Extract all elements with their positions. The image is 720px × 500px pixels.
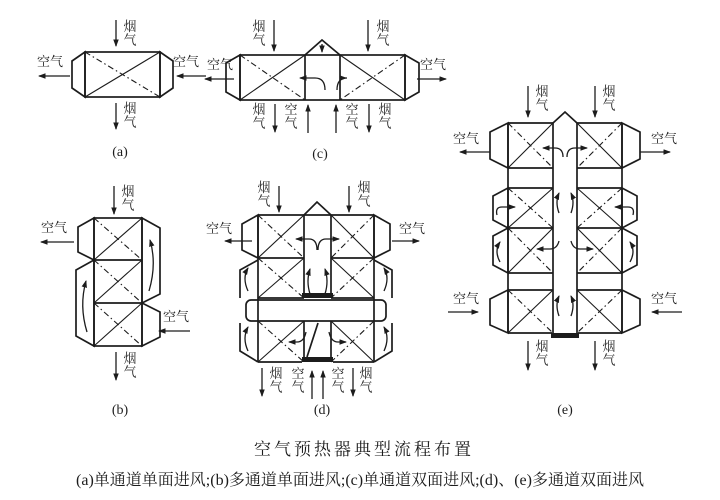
crossing-diagonal <box>240 55 405 100</box>
air-split-left-arrow <box>296 239 317 250</box>
air-turn-arrow <box>245 327 248 351</box>
air-cross-arrow <box>571 241 593 249</box>
chute-plate <box>307 323 318 357</box>
flue-gas-label: 烟气 <box>257 180 271 209</box>
air-cross-arrow <box>537 241 559 249</box>
air-label: 空气 <box>419 57 447 72</box>
pass-divider <box>508 123 622 333</box>
roof-peak <box>304 202 331 215</box>
diagram-d <box>206 180 425 418</box>
air-duct-bottom-right <box>622 290 640 333</box>
air-rise-arrow <box>308 269 310 294</box>
diagram-tag-c: (c) <box>312 147 328 162</box>
heater-body <box>258 215 374 362</box>
air-turn-arrow <box>497 242 500 262</box>
air-rise-arrow <box>325 269 327 294</box>
roof-peak <box>553 112 577 123</box>
flue-gas-label: 烟气 <box>602 339 616 368</box>
air-label: 空气 <box>284 102 298 131</box>
air-duct-right <box>405 55 419 100</box>
flue-gas-label: 烟气 <box>123 351 137 380</box>
air-label: 空气 <box>452 131 480 146</box>
flue-gas-label: 烟气 <box>121 184 135 213</box>
air-turn-arrow <box>384 268 387 291</box>
air-turn-arrow <box>245 268 248 291</box>
air-turn-arrow <box>149 240 153 291</box>
air-split-left-arrow <box>300 78 325 90</box>
flue-gas-label: 烟气 <box>123 19 137 48</box>
diagram-c <box>205 19 446 162</box>
flue-gas-label: 烟气 <box>359 366 373 395</box>
air-label: 空气 <box>206 57 234 72</box>
crossing-diagonal <box>240 55 405 100</box>
air-duct-right <box>160 52 173 97</box>
seal-bar <box>302 293 333 298</box>
air-split-right-arrow <box>337 78 347 90</box>
seal-bar <box>302 357 333 362</box>
air-rise-arrow <box>557 193 559 213</box>
air-label: 空气 <box>162 309 190 324</box>
air-duct-top-right <box>374 215 390 258</box>
air-label: 空气 <box>40 220 68 235</box>
air-label: 空气 <box>650 131 678 146</box>
air-rise-arrow <box>571 193 573 213</box>
air-label: 空气 <box>398 221 426 236</box>
pass-divider <box>258 258 374 298</box>
turn-duct-right <box>622 188 637 228</box>
flue-gas-label: 烟气 <box>378 102 392 131</box>
air-rise-arrow <box>557 296 559 316</box>
side-duct-left <box>240 260 258 362</box>
air-duct-top-left <box>242 215 258 258</box>
air-duct-left <box>76 260 94 346</box>
air-label: 空气 <box>331 366 345 395</box>
diagram-b <box>41 184 190 418</box>
air-duct-top-left <box>490 123 508 168</box>
side-duct-right <box>374 260 392 362</box>
turn-duct-left <box>493 188 508 228</box>
air-cross-arrow <box>497 207 515 215</box>
flue-gas-label: 烟气 <box>376 19 390 48</box>
air-label: 空气 <box>650 291 678 306</box>
crossing-diagonal <box>258 215 374 362</box>
air-split-right-arrow <box>318 239 339 250</box>
crossing-diagonal <box>85 52 160 97</box>
flue-gas-label: 烟气 <box>535 339 549 368</box>
air-rise-arrow <box>571 296 573 316</box>
figure-title: 空气预热器典型流程布置 <box>254 440 474 459</box>
air-turn-arrow <box>384 327 387 351</box>
bypass-band <box>246 300 386 321</box>
air-duct-top-left <box>78 218 94 260</box>
air-duct-right <box>142 218 160 303</box>
air-turn-arrow <box>630 242 633 262</box>
air-label: 空气 <box>291 366 305 395</box>
flue-gas-label: 烟气 <box>123 101 137 130</box>
flue-gas-label: 烟气 <box>252 19 266 48</box>
air-cross-arrow <box>615 207 633 215</box>
air-label: 空气 <box>452 291 480 306</box>
air-duct-left <box>72 52 85 97</box>
air-label: 空气 <box>36 54 64 69</box>
air-label: 空气 <box>345 102 359 131</box>
diagram-a <box>37 19 206 160</box>
diagram-tag-b: (b) <box>111 403 129 418</box>
diagram-tag-e: (e) <box>557 403 573 418</box>
air-duct-top-right <box>622 123 640 168</box>
air-label: 空气 <box>205 221 233 236</box>
crossing-diagonal <box>94 218 142 346</box>
diagram-e <box>448 84 682 418</box>
crossing-diagonal <box>258 215 374 362</box>
air-label: 空气 <box>172 54 200 69</box>
heater-body <box>240 55 405 100</box>
turn-duct-left <box>493 228 508 273</box>
air-duct-bottom-left <box>490 290 508 333</box>
seal-bar <box>551 333 579 338</box>
air-duct-bottom-right <box>142 303 160 346</box>
air-turn-arrow <box>83 281 87 332</box>
figure-caption: (a)单通道单面进风;(b)多通道单面进风;(c)单通道双面进风;(d)、(e)多通道双面进风 <box>76 472 644 489</box>
flue-gas-label: 烟气 <box>357 180 371 209</box>
flue-gas-label: 烟气 <box>535 84 549 113</box>
diagram-tag-a: (a) <box>112 145 128 160</box>
flue-gas-label: 烟气 <box>269 366 283 395</box>
flue-gas-label: 烟气 <box>602 84 616 113</box>
diagram-tag-d: (d) <box>313 403 331 418</box>
turn-duct-right <box>622 228 637 273</box>
flue-gas-label: 烟气 <box>252 102 266 131</box>
